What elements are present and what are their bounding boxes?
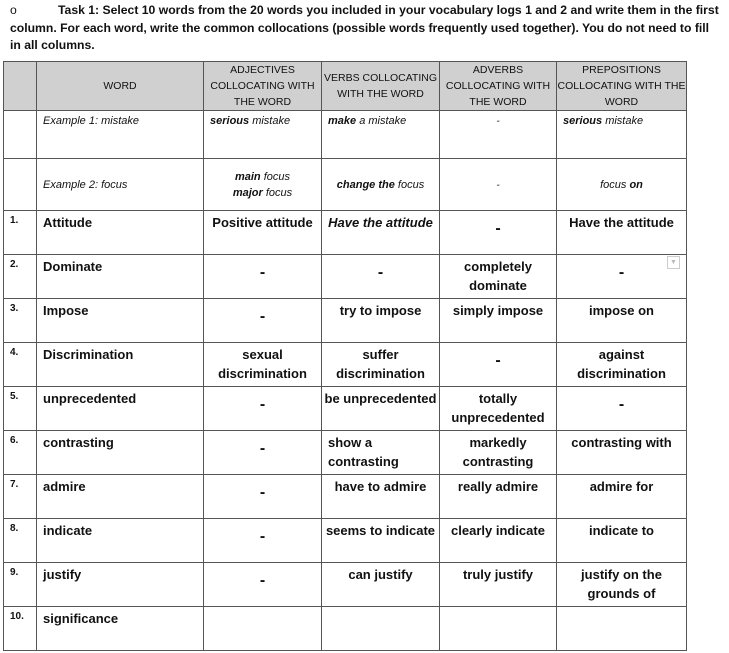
row-adjective: - bbox=[204, 563, 322, 607]
row-preposition: - bbox=[557, 255, 687, 299]
row-verb: suffer discrimination bbox=[322, 343, 440, 387]
header-row bbox=[4, 62, 687, 111]
row-word: justify bbox=[37, 563, 204, 607]
row-adverb: simply impose bbox=[440, 299, 557, 343]
row-adjective bbox=[204, 607, 322, 651]
row-verb: Have the attitude bbox=[322, 211, 440, 255]
row-adjective: - bbox=[204, 431, 322, 475]
row-word: contrasting bbox=[37, 431, 204, 475]
row-adverb: clearly indicate bbox=[440, 519, 557, 563]
row-adverb: - bbox=[440, 211, 557, 255]
header-adjectives: ADJECTIVES COLLOCATING WITH THE WORD bbox=[204, 62, 322, 111]
example-prep: serious mistake bbox=[557, 111, 687, 159]
row-number: 5. bbox=[4, 387, 37, 431]
row-adjective: - bbox=[204, 519, 322, 563]
example-verb: change the focus bbox=[322, 159, 440, 211]
bullet-marker: o bbox=[10, 3, 17, 17]
table-row bbox=[4, 563, 687, 607]
table-row bbox=[4, 387, 687, 431]
row-verb: - bbox=[322, 255, 440, 299]
row-adjective: - bbox=[204, 475, 322, 519]
row-verb: try to impose bbox=[322, 299, 440, 343]
example-number-cell bbox=[4, 111, 37, 159]
row-word: unprecedented bbox=[37, 387, 204, 431]
example-word: Example 1: mistake bbox=[37, 111, 204, 159]
row-verb: be unprecedented bbox=[322, 387, 440, 431]
row-number: 8. bbox=[4, 519, 37, 563]
table-row bbox=[4, 431, 687, 475]
row-adverb: totally unprecedented bbox=[440, 387, 557, 431]
header-adverbs: ADVERBS COLLOCATING WITH THE WORD bbox=[440, 62, 557, 111]
table-row bbox=[4, 519, 687, 563]
row-word: Discrimination bbox=[37, 343, 204, 387]
row-preposition: impose on bbox=[557, 299, 687, 343]
row-word: indicate bbox=[37, 519, 204, 563]
row-verb: have to admire bbox=[322, 475, 440, 519]
row-adjective: sexual discrimination bbox=[204, 343, 322, 387]
row-number: 10. bbox=[4, 607, 37, 651]
example-adj: serious mistake bbox=[204, 111, 322, 159]
row-number: 1. bbox=[4, 211, 37, 255]
example-row-1 bbox=[4, 111, 687, 159]
table-row bbox=[4, 475, 687, 519]
row-adjective: - bbox=[204, 387, 322, 431]
example-adv: - bbox=[440, 111, 557, 159]
row-adverb bbox=[440, 607, 557, 651]
row-preposition: indicate to bbox=[557, 519, 687, 563]
row-preposition: admire for bbox=[557, 475, 687, 519]
example-number-cell bbox=[4, 159, 37, 211]
row-verb: seems to indicate bbox=[322, 519, 440, 563]
row-number: 7. bbox=[4, 475, 37, 519]
table-row bbox=[4, 211, 687, 255]
row-word: admire bbox=[37, 475, 204, 519]
row-verb: can justify bbox=[322, 563, 440, 607]
row-verb: show a contrasting bbox=[322, 431, 440, 475]
row-preposition: justify on the grounds of bbox=[557, 563, 687, 607]
header-prepositions: PREPOSITIONS COLLOCATING WITH THE WORD bbox=[557, 62, 687, 111]
table-row bbox=[4, 343, 687, 387]
table-row bbox=[4, 607, 687, 651]
row-adverb: really admire bbox=[440, 475, 557, 519]
collocations-table bbox=[3, 61, 687, 651]
row-preposition: - bbox=[557, 387, 687, 431]
table-row bbox=[4, 299, 687, 343]
row-word: Attitude bbox=[37, 211, 204, 255]
row-number: 4. bbox=[4, 343, 37, 387]
header-verbs: VERBS COLLOCATING WITH THE WORD bbox=[322, 62, 440, 111]
table-row bbox=[4, 255, 687, 299]
dropdown-chevron-icon[interactable]: ▼ bbox=[667, 256, 680, 269]
row-adjective: Positive attitude bbox=[204, 211, 322, 255]
row-number: 9. bbox=[4, 563, 37, 607]
row-number: 2. bbox=[4, 255, 37, 299]
row-preposition: Have the attitude bbox=[557, 211, 687, 255]
row-preposition: contrasting with bbox=[557, 431, 687, 475]
row-preposition bbox=[557, 607, 687, 651]
task-instructions bbox=[10, 2, 722, 55]
row-word: Impose bbox=[37, 299, 204, 343]
example-row-2 bbox=[4, 159, 687, 211]
example-verb: make a mistake bbox=[322, 111, 440, 159]
header-number bbox=[4, 62, 37, 111]
row-adverb: completely dominate bbox=[440, 255, 557, 299]
example-adv: - bbox=[440, 159, 557, 211]
row-adverb: truly justify bbox=[440, 563, 557, 607]
row-word: Dominate bbox=[37, 255, 204, 299]
row-adjective: - bbox=[204, 299, 322, 343]
row-adverb: markedly contrasting bbox=[440, 431, 557, 475]
row-adverb: - bbox=[440, 343, 557, 387]
row-verb bbox=[322, 607, 440, 651]
row-adjective: - bbox=[204, 255, 322, 299]
task-text: Task 1: Select 10 words from the 20 words you included in your vocabulary logs 1 and 2 and write them in the first column. For each word, write the common collocations (possible words frequently used together). You do not need to fill in all columns. bbox=[10, 3, 719, 52]
example-adj: main focus major focus bbox=[204, 159, 322, 211]
example-word: Example 2: focus bbox=[37, 159, 204, 211]
row-number: 6. bbox=[4, 431, 37, 475]
row-word: significance bbox=[37, 607, 204, 651]
row-preposition: against discrimination bbox=[557, 343, 687, 387]
row-number: 3. bbox=[4, 299, 37, 343]
example-prep: focus on bbox=[557, 159, 687, 211]
header-word: WORD bbox=[37, 62, 204, 111]
